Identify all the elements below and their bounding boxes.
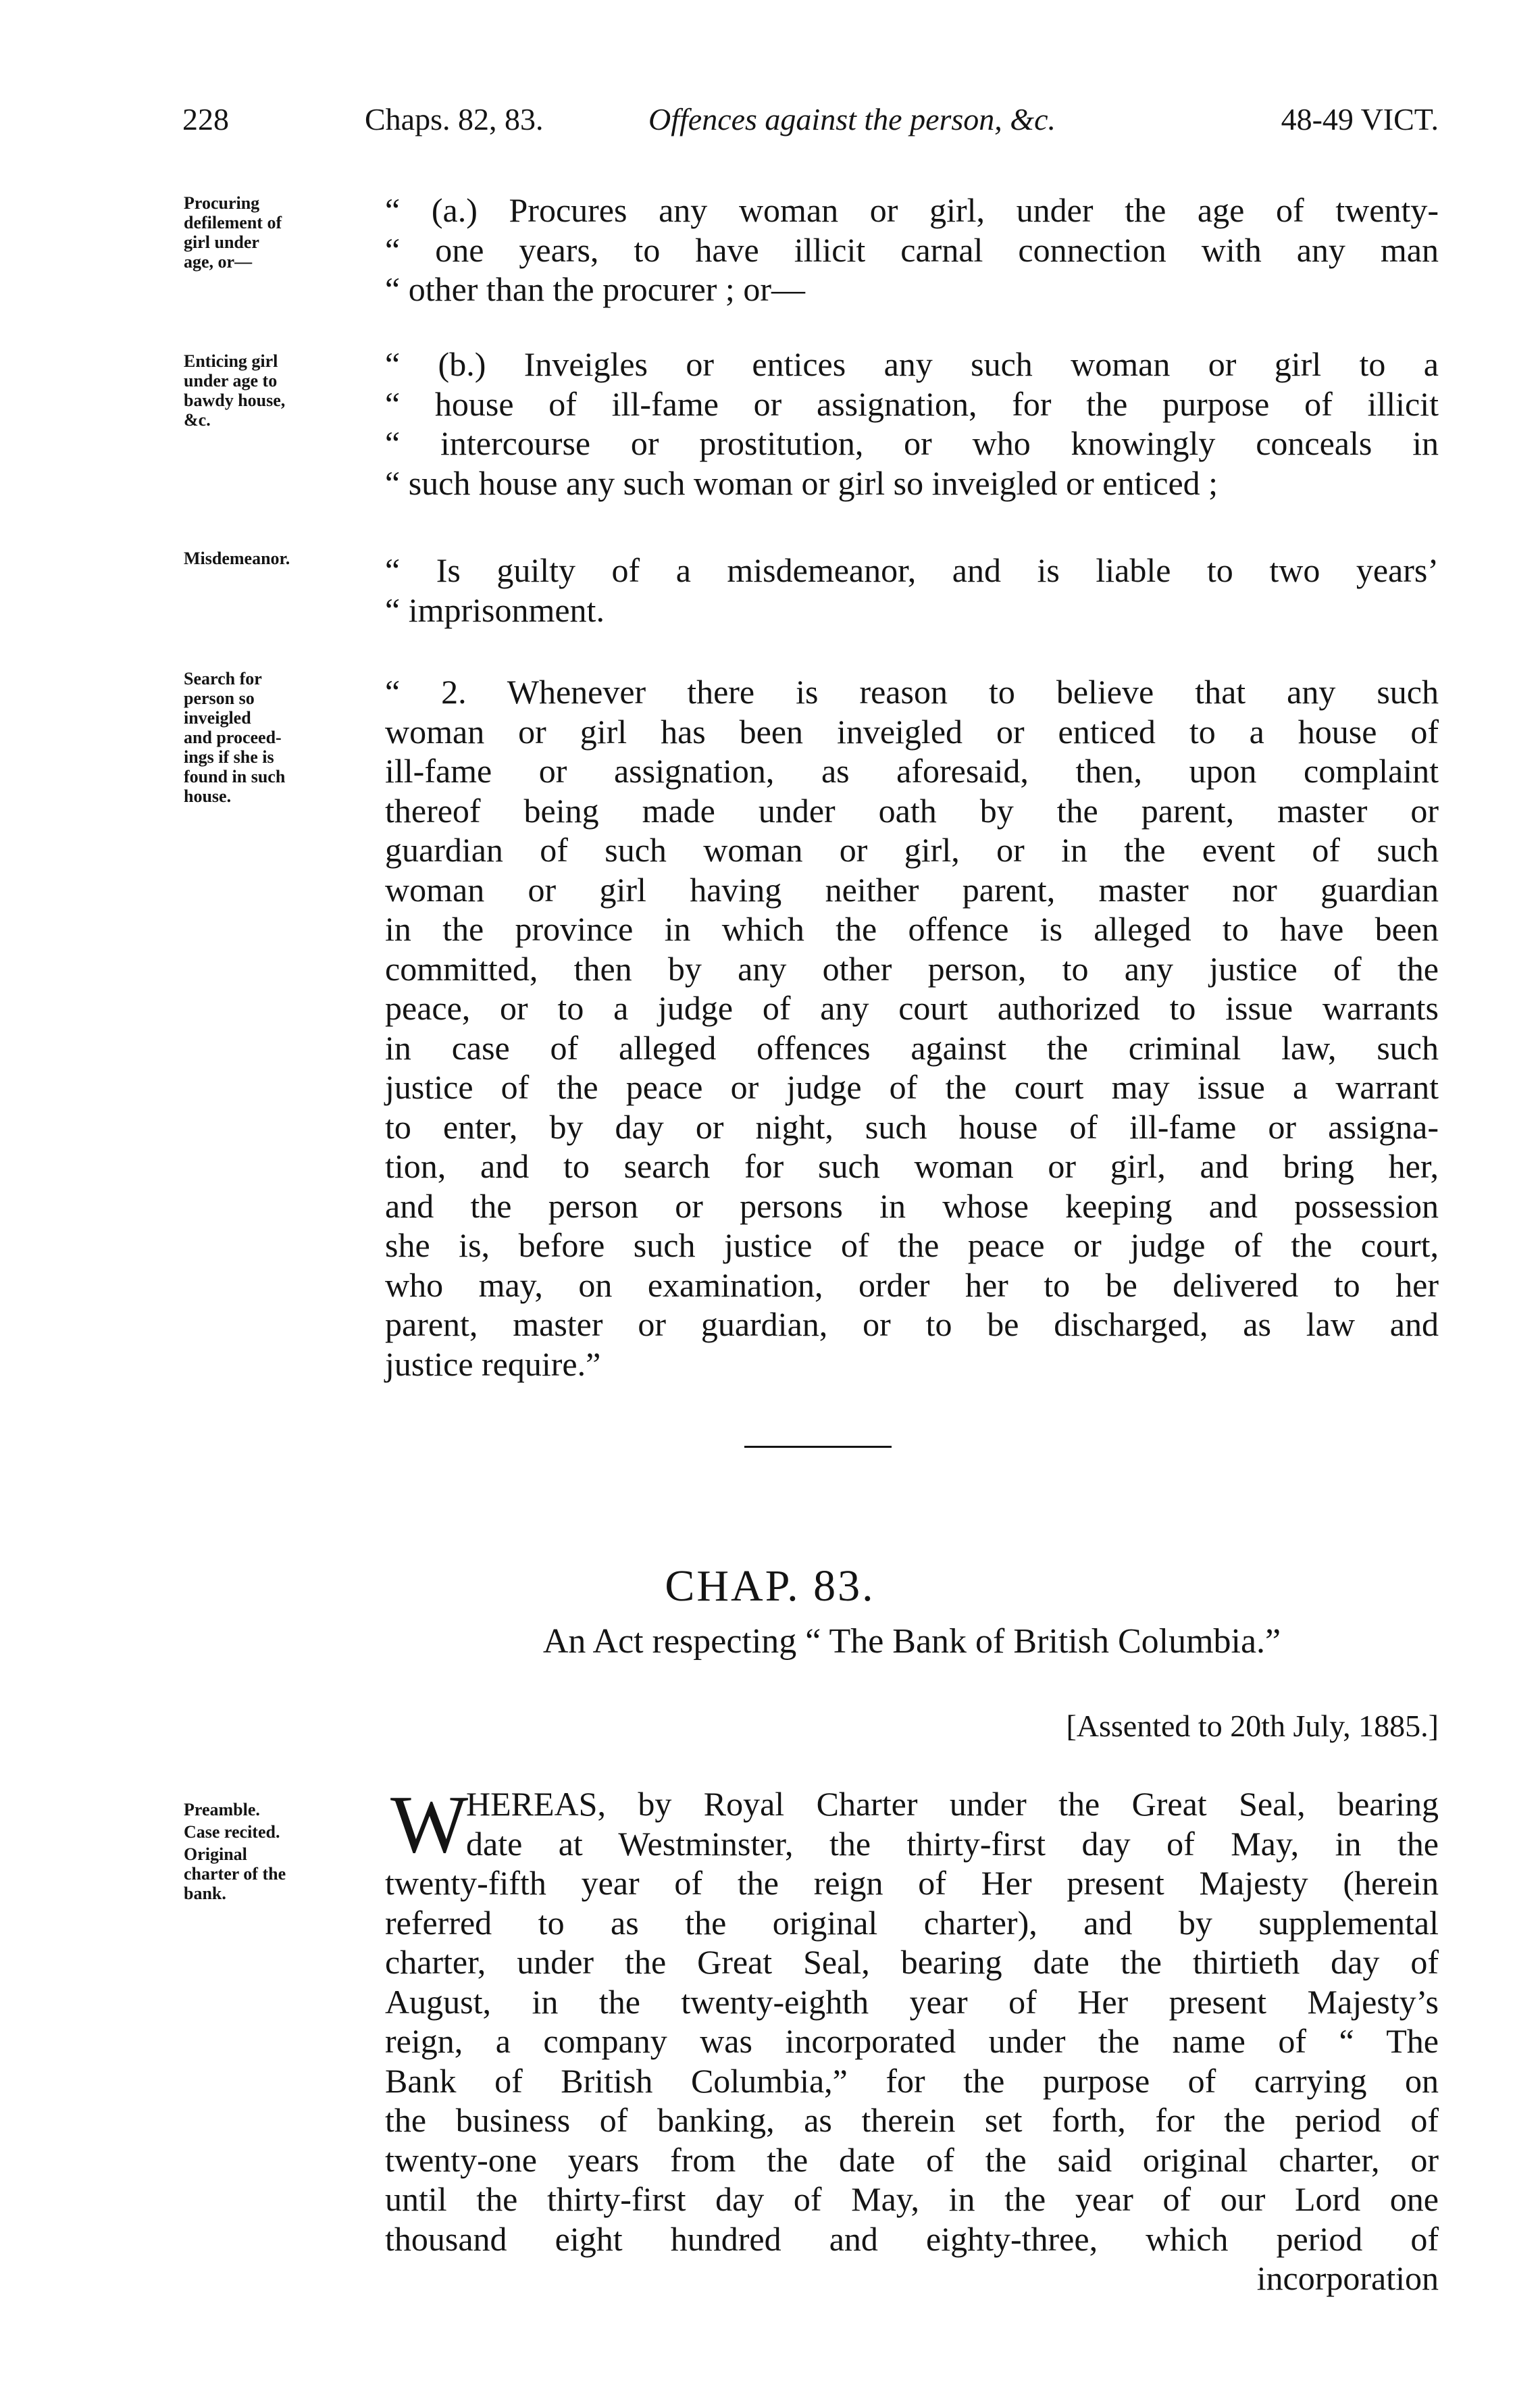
text-line: “ 2. Whenever there is reason to believe that any such: [385, 673, 1439, 711]
act-title: An Act respecting “ The Bank of British Columbia.”: [542, 1622, 1281, 1661]
marginal-note-line: inveigled: [184, 708, 251, 728]
marginal-note-misdemeanor: [184, 549, 380, 568]
marginal-note-line: Enticing girl: [184, 351, 278, 371]
preamble-body: [385, 1863, 1439, 2298]
text-line: in case of alleged offences against the criminal law, such: [385, 1028, 1439, 1067]
marginal-note-line: Case recited.: [184, 1822, 280, 1842]
page-number: 228: [182, 102, 229, 136]
section-divider: [744, 1446, 892, 1448]
marginal-note-line: girl under: [184, 232, 259, 252]
text-line: “ house of ill-fame or assignation, for the purpose of illicit: [385, 384, 1439, 423]
marginal-note-line: age, or—: [184, 252, 253, 272]
text-line: until the thirty-first day of May, in the year of our Lord one: [385, 2180, 1439, 2218]
text-line: “ such house any such woman or girl so inveigled or enticed ;: [385, 463, 1218, 502]
text-line: and the person or persons in whose keeping and possession: [385, 1186, 1439, 1225]
text-line: charter, under the Great Seal, bearing date the thirtieth day of: [385, 1943, 1439, 1981]
text-line: “ (a.) Procures any woman or girl, under the age of twenty-: [385, 191, 1439, 229]
text-line: guardian of such woman or girl, or in the event of such: [385, 831, 1439, 869]
marginal-note-enticing: [184, 351, 380, 430]
text-line: reign, a company was incorporated under the name of “ The: [385, 2022, 1439, 2060]
text-line: date at Westminster, the thirty-first day of May, in the: [466, 1824, 1439, 1863]
text-line: woman or girl having neither parent, master nor guardian: [385, 870, 1439, 909]
marginal-note-line: charter of the: [184, 1864, 286, 1884]
assent-date: [1066, 1708, 1439, 1744]
text-line: to enter, by day or night, such house of ill-fame or assigna-: [385, 1107, 1439, 1146]
marginal-note-line: Original: [184, 1844, 247, 1864]
text-line: August, in the twenty-eighth year of Her present Majesty’s: [385, 1982, 1439, 2021]
text-line: “ one years, to have illicit carnal connection with any man: [385, 230, 1439, 269]
session-reference: 48-49 VICT.: [1281, 102, 1439, 136]
text-line: Bank of British Columbia,” for the purpose of carrying on: [385, 2061, 1439, 2100]
marginal-note-line: ings if she is: [184, 747, 274, 767]
marginal-note-procuring: [184, 193, 380, 272]
clause-a: [385, 191, 1439, 309]
marginal-note-line: person so: [184, 688, 255, 708]
marginal-note-line: &c.: [184, 410, 211, 430]
marginal-note-line: Search for: [184, 669, 262, 688]
clause-b: [385, 345, 1439, 503]
text-line: “ Is guilty of a misdemeanor, and is liable to two years’: [385, 551, 1439, 589]
marginal-note-line: under age to: [184, 371, 278, 391]
text-line: thereof being made under oath by the parent, master or: [385, 791, 1439, 830]
marginal-note-search: [184, 669, 380, 806]
text-line: “ (b.) Inveigles or entices any such woman or girl to a: [385, 345, 1439, 383]
catchword: incorporation: [1256, 2259, 1439, 2297]
text-line: “ other than the procurer ; or—: [385, 270, 805, 308]
running-header: [182, 101, 1439, 142]
marginal-note-preamble: [184, 1800, 380, 1903]
running-title: Offences against the person, &c.: [648, 102, 1056, 136]
marginal-note-line: bank.: [184, 1884, 226, 1903]
text-line: in the province in which the offence is alleged to have been: [385, 910, 1439, 948]
text-line: “ intercourse or prostitution, or who knowingly conceals in: [385, 424, 1439, 462]
text-line: twenty-one years from the date of the said original charter, or: [385, 2140, 1439, 2179]
text-line: “ imprisonment.: [385, 590, 605, 629]
marginal-note-line: defilement of: [184, 213, 282, 232]
chapter-range: Chaps. 82, 83.: [365, 102, 544, 136]
text-line: committed, then by any other person, to any justice of the: [385, 949, 1439, 988]
marginal-note-line: Procuring: [184, 193, 260, 213]
text-line: HEREAS, by Royal Charter under the Great Seal, bearing: [466, 1785, 1439, 1823]
assent-text: [Assented to 20th July, 1885.]: [1066, 1709, 1439, 1743]
text-line: justice require.”: [385, 1344, 601, 1383]
marginal-note-line: Misdemeanor.: [184, 549, 290, 568]
text-line: tion, and to search for such woman or girl, and bring her,: [385, 1147, 1439, 1185]
marginal-note-line: and proceed-: [184, 728, 282, 747]
text-line: twenty-fifth year of the reign of Her present Majesty (herein: [385, 1864, 1439, 1902]
marginal-note-line: bawdy house,: [184, 391, 286, 410]
text-line: referred to as the original charter), and by supplemental: [385, 1903, 1439, 1942]
section-2: [385, 672, 1439, 1384]
marginal-note-line: house.: [184, 786, 232, 806]
marginal-note-line: found in such: [184, 767, 286, 786]
text-line: the business of banking, as therein set forth, for the period of: [385, 2101, 1439, 2139]
text-line: who may, on examination, order her to be delivered to her: [385, 1265, 1439, 1304]
text-line: justice of the peace or judge of the court may issue a warrant: [385, 1068, 1439, 1106]
text-line: parent, master or guardian, or to be discharged, as law and: [385, 1305, 1439, 1343]
text-line: woman or girl has been inveigled or enticed to a house of: [385, 712, 1439, 751]
text-line: peace, or to a judge of any court authorized to issue warrants: [385, 989, 1439, 1027]
text-line: ill-fame or assignation, as aforesaid, then, upon complaint: [385, 752, 1439, 790]
text-line: thousand eight hundred and eighty-three, which period of: [385, 2219, 1439, 2258]
marginal-note-line: Preamble.: [184, 1800, 260, 1819]
misdemeanor-clause: [385, 551, 1439, 630]
chapter-heading: CHAP. 83.: [665, 1561, 875, 1611]
preamble-first-lines: [466, 1784, 1439, 1863]
drop-cap: W: [390, 1779, 469, 1870]
text-line: she is, before such justice of the peace or judge of the court,: [385, 1226, 1439, 1264]
